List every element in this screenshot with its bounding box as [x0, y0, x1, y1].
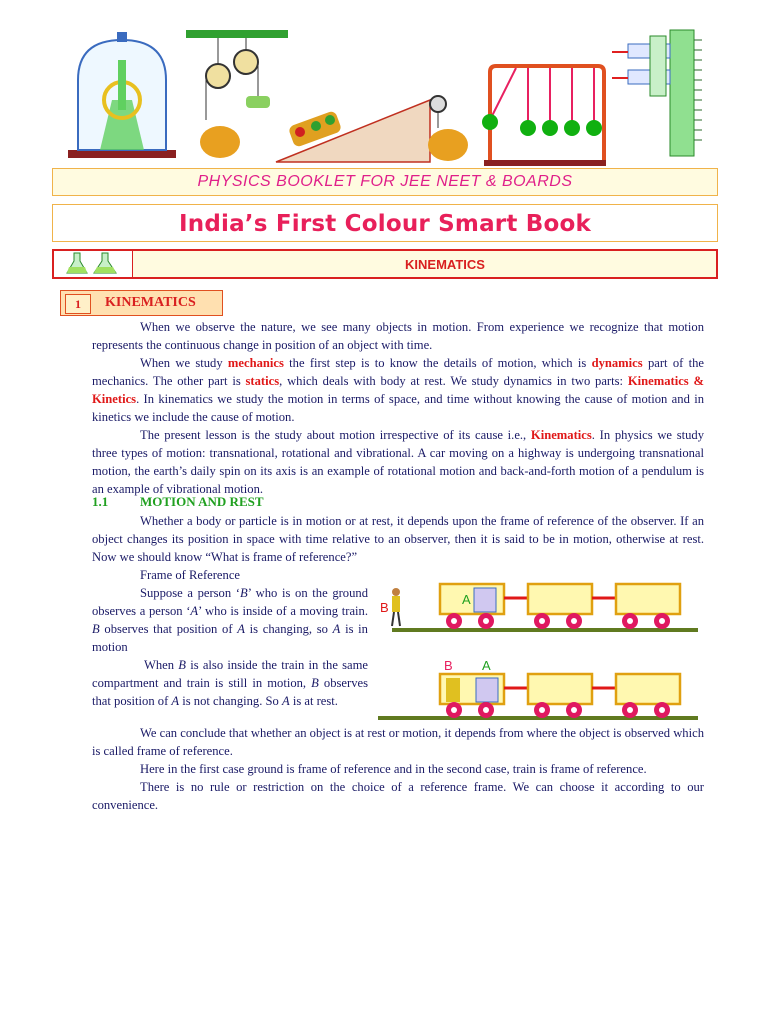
text-run: is at rest. [289, 694, 338, 708]
motion-paragraph-1: Whether a body or particle is in motion or at rest, it depends upon the frame of reference of the observer. If an object changes its position in space with time relative to an observer, then it is said to be in motion, otherwise at rest. Now we should know “What is frame of reference?” [92, 514, 704, 564]
smart-book-banner [52, 204, 718, 242]
var-a: A [190, 604, 199, 618]
newtons-cradle-icon [482, 66, 606, 166]
pulley-icon [186, 30, 288, 158]
var-a: A [171, 694, 180, 708]
bell-jar-icon [68, 32, 176, 158]
text-run: When [144, 658, 179, 672]
var-b: B [240, 586, 248, 600]
label-b: B [444, 658, 453, 673]
intro-paragraph-3 [92, 426, 704, 498]
train-figure-1 [378, 578, 704, 638]
text-run: Suppose a person ‘ [140, 586, 241, 600]
text-run: ’ who is inside of a moving train. [198, 604, 368, 618]
chapter-title: KINEMATICS [405, 257, 485, 272]
text-run: is also inside the train in the same compartment and train is still in motion, [92, 658, 369, 690]
var-b: B [178, 658, 186, 672]
text-run: The present lesson is the study about motion irrespective of its cause i.e., [140, 428, 531, 442]
train-car [616, 584, 680, 614]
var-a: A [237, 622, 245, 636]
train-car [616, 674, 680, 704]
reference-paragraph: Here in the first case ground is frame of reference and in the second case, train is frame of reference. [140, 762, 647, 776]
var-a: A [332, 622, 341, 636]
text-run: When we study [140, 356, 228, 370]
text-run: is not changing. So [179, 694, 282, 708]
text-run: the first step is to know the details of motion, which is [283, 356, 592, 370]
text-run: observes that position of [99, 622, 238, 636]
person-b-icon [446, 678, 460, 702]
label-a: A [462, 592, 471, 607]
var-b: B [92, 622, 100, 636]
intro-paragraph-1: When we observe the nature, we see many objects in motion. From experience we recognize that motion represents the continuous change in position of an object with time. [92, 320, 704, 352]
subsection-title: MOTION AND REST [140, 494, 264, 509]
text-run: is changing, so [244, 622, 333, 636]
subsection-heading [92, 494, 264, 510]
conclusion-paragraph: We can conclude that whether an object is at rest or motion, it depends from where the object is observed which is called frame of reference. [92, 726, 704, 758]
train-car [528, 674, 592, 704]
text-run: , which deals with body at rest. We study dynamics in two parts: [279, 374, 628, 388]
text-run: part of the mechanics. The other part is [92, 356, 704, 388]
var-a: A [281, 694, 290, 708]
text-run: is in motion [92, 622, 368, 654]
booklet-banner [52, 168, 718, 196]
section-title: KINEMATICS [105, 295, 196, 310]
booklet-banner-text: PHYSICS BOOKLET FOR JEE NEET & BOARDS [197, 173, 573, 190]
intro-text [92, 318, 704, 498]
term-kinematics-kinetics: Kinematics & Kinetics [92, 374, 704, 406]
smart-book-title: India’s First Colour Smart Book [179, 211, 591, 237]
person-b-icon [392, 588, 400, 626]
train-car [528, 584, 592, 614]
frame-reference-column [92, 566, 368, 710]
no-rule-paragraph: There is no rule or restriction on the choice of a reference frame. We can choose it according to our convenience. [92, 780, 704, 812]
subsection-number: 1.1 [92, 494, 109, 509]
text-run: . In kinematics we study the motion in terms of space, and time without knowing the cause of motion and in kinetics we include the cause of motion. [92, 392, 704, 424]
person-a-icon [474, 588, 496, 612]
label-b: B [380, 600, 389, 615]
section-number: 1 [65, 294, 91, 314]
chapter-banner [52, 249, 718, 279]
train-figure-2 [378, 656, 704, 722]
inclined-plane-icon [276, 96, 468, 162]
text-run: . In physics we study three types of motion: transnational, rotational and vibrational. A car moving on a highway is undergoing transnational motion, the earth’s daily spin on its axis is an example of rotational motion and back-and-forth motion of a pendulum is an example of vibrational motion. [92, 428, 704, 496]
label-a: A [482, 658, 491, 673]
section-heading [60, 290, 223, 316]
term-mechanics: mechanics [227, 356, 284, 370]
term-kinematics: Kinematics [530, 428, 592, 442]
person-a-icon [476, 678, 498, 702]
motion-intro [92, 512, 704, 566]
case-1-paragraph [92, 584, 368, 656]
var-b: B [311, 676, 319, 690]
wheels [446, 613, 670, 629]
text-run: observes that position of [92, 676, 368, 708]
term-dynamics: dynamics [591, 356, 643, 370]
header-illustration [0, 0, 768, 168]
term-statics: statics [245, 374, 280, 388]
frame-label: Frame of Reference [140, 568, 240, 582]
intro-paragraph-2 [92, 354, 704, 426]
vernier-caliper-icon [612, 30, 702, 156]
text-run: ’ who is on the ground observes a person ‘ [92, 586, 368, 618]
conclusion-text [92, 724, 704, 814]
case-2-paragraph [92, 656, 368, 710]
